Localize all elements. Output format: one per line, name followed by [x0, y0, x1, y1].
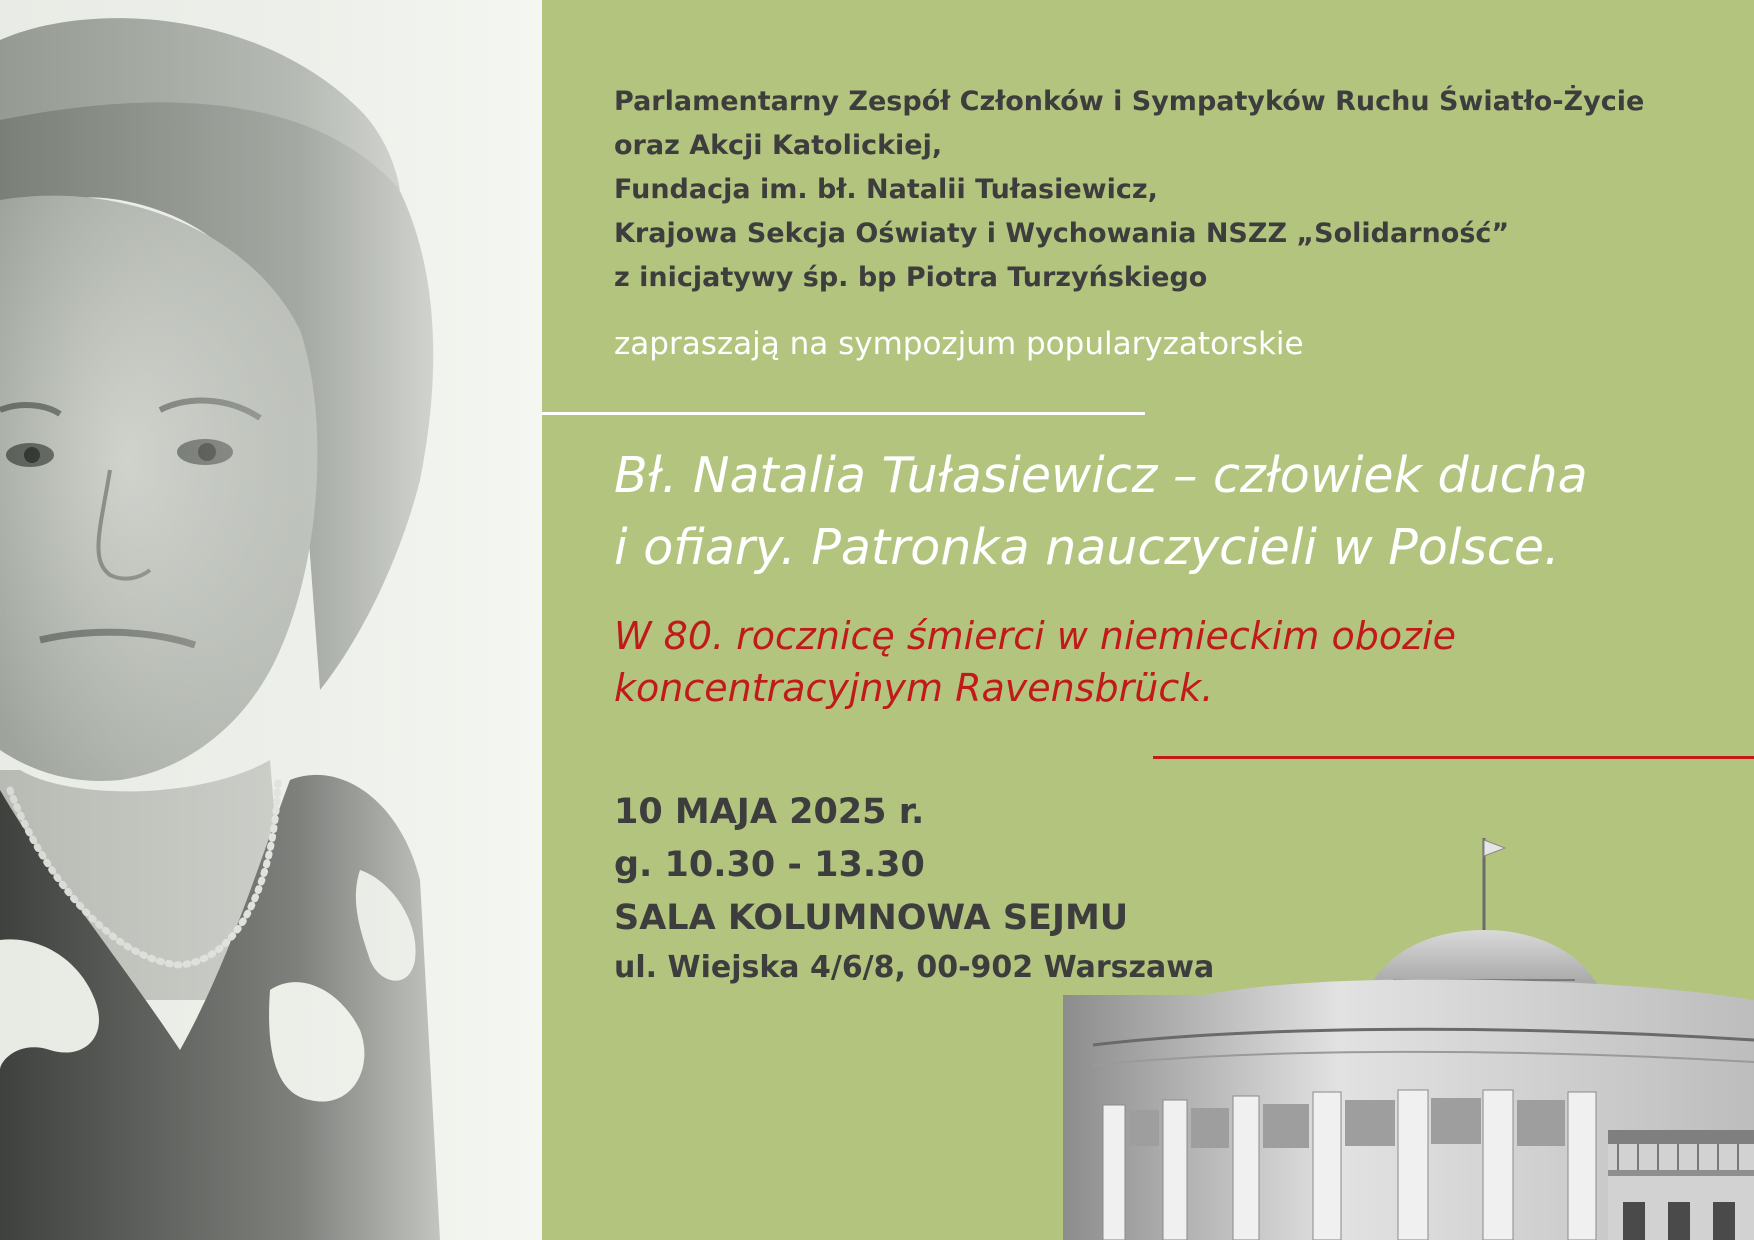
red-divider [1153, 756, 1754, 759]
invitation-text: zapraszają na sympozjum popularyzatorskie [614, 326, 1304, 362]
symposium-subtitle [614, 610, 1734, 714]
organizer-line: z inicjatywy śp. bp Piotra Turzyńskiego [614, 262, 1208, 293]
event-time: g. 10.30 - 13.30 [614, 845, 925, 885]
white-divider [542, 412, 1145, 415]
organizer-line: Fundacja im. bł. Natalii Tułasiewicz, [614, 174, 1158, 205]
subtitle-line: koncentracyjnym Ravensbrück. [614, 666, 1214, 710]
title-line: Bł. Natalia Tułasiewicz – człowiek ducha [614, 447, 1588, 504]
organizers [614, 80, 1734, 300]
event-venue: SALA KOLUMNOWA SEJMU [614, 898, 1129, 938]
symposium-title [614, 440, 1734, 584]
organizer-line: Parlamentarny Zespół Członków i Sympatyków Ruchu Światło-Życie [614, 86, 1645, 117]
sejm-building-photo [1063, 830, 1754, 1240]
event-date: 10 MAJA 2025 r. [614, 792, 925, 832]
portrait-photo [0, 0, 542, 1240]
event-address: ul. Wiejska 4/6/8, 00-902 Warszawa [614, 950, 1215, 985]
title-line: i ofiary. Patronka nauczycieli w Polsce. [614, 519, 1560, 576]
organizer-line: Krajowa Sekcja Oświaty i Wychowania NSZZ „Solidarność” [614, 218, 1510, 249]
organizer-line: oraz Akcji Katolickiej, [614, 130, 943, 161]
subtitle-line: W 80. rocznicę śmierci w niemieckim obozie [614, 614, 1456, 658]
